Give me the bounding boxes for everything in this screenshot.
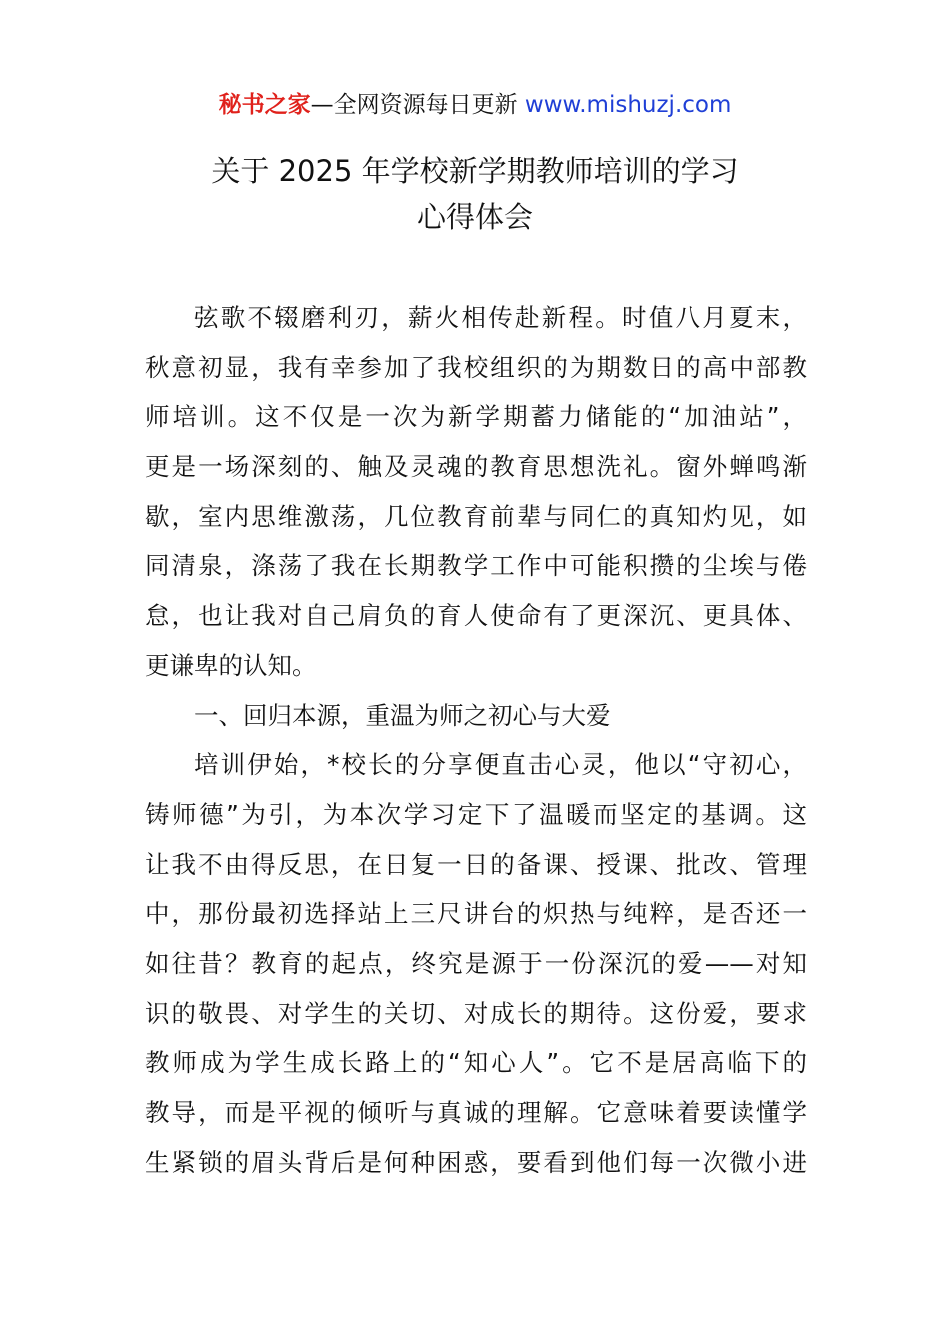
document-title bbox=[0, 148, 950, 240]
title-line-2: 心得体会 bbox=[416, 200, 533, 234]
site-header bbox=[0, 88, 950, 122]
paragraph-2-line: 让我不由得反思，在日复一日的备课、授课、批改、管理 bbox=[145, 849, 807, 879]
paragraph-2-line: 识的敬畏、对学生的关切、对成长的期待。这份爱，要求 bbox=[145, 998, 807, 1028]
paragraph-2-line: 铸师德”为引，为本次学习定下了温暖而坚定的基调。这 bbox=[145, 799, 807, 829]
paragraph-1-line: 怠，也让我对自己肩负的育人使命有了更深沉、更具体、 bbox=[145, 601, 807, 631]
paragraph-1-line: 同清泉，涤荡了我在长期教学工作中可能积攒的尘埃与倦 bbox=[145, 551, 807, 581]
header-tagline: —全网资源每日更新 bbox=[310, 92, 518, 118]
section-heading-1: 一、回归本源，重温为师之初心与大爱 bbox=[194, 700, 611, 730]
brand-name: 秘书之家 bbox=[218, 92, 311, 118]
paragraph-2-line: 生紧锁的眉头背后是何种困惑，要看到他们每一次微小进 bbox=[145, 1147, 807, 1177]
paragraph-1-line: 歇，室内思维激荡，几位教育前辈与同仁的真知灼见，如 bbox=[145, 501, 807, 531]
paragraph-1-line: 弦歌不辍磨利刃，薪火相传赴新程。时值八月夏末， bbox=[194, 303, 807, 332]
site-url-link[interactable]: www.mishuzj.com bbox=[524, 92, 732, 118]
paragraph-1-line: 更是一场深刻的、触及灵魂的教育思想洗礼。窗外蝉鸣渐 bbox=[145, 452, 807, 482]
document-body bbox=[145, 293, 807, 1187]
paragraph-2-line: 如往昔？教育的起点，终究是源于一份深沉的爱——对知 bbox=[145, 948, 807, 978]
paragraph-2-line: 中，那份最初选择站上三尺讲台的炽热与纯粹，是否还一 bbox=[145, 899, 807, 929]
paragraph-1-line: 秋意初显，我有幸参加了我校组织的为期数日的高中部教 bbox=[145, 352, 807, 382]
paragraph-2-line: 教导，而是平视的倾听与真诚的理解。它意味着要读懂学 bbox=[145, 1098, 807, 1127]
paragraph-1-line: 更谦卑的认知。 bbox=[145, 650, 317, 680]
title-line-1: 关于 2025 年学校新学期教师培训的学习 bbox=[211, 154, 739, 188]
paragraph-2-line: 培训伊始，*校长的分享便直击心灵，他以“守初心， bbox=[194, 750, 807, 780]
paragraph-2-line: 教师成为学生成长路上的“知心人”。它不是居高临下的 bbox=[145, 1048, 807, 1078]
paragraph-1-line: 师培训。这不仅是一次为新学期蓄力储能的“加油站”， bbox=[145, 402, 807, 432]
